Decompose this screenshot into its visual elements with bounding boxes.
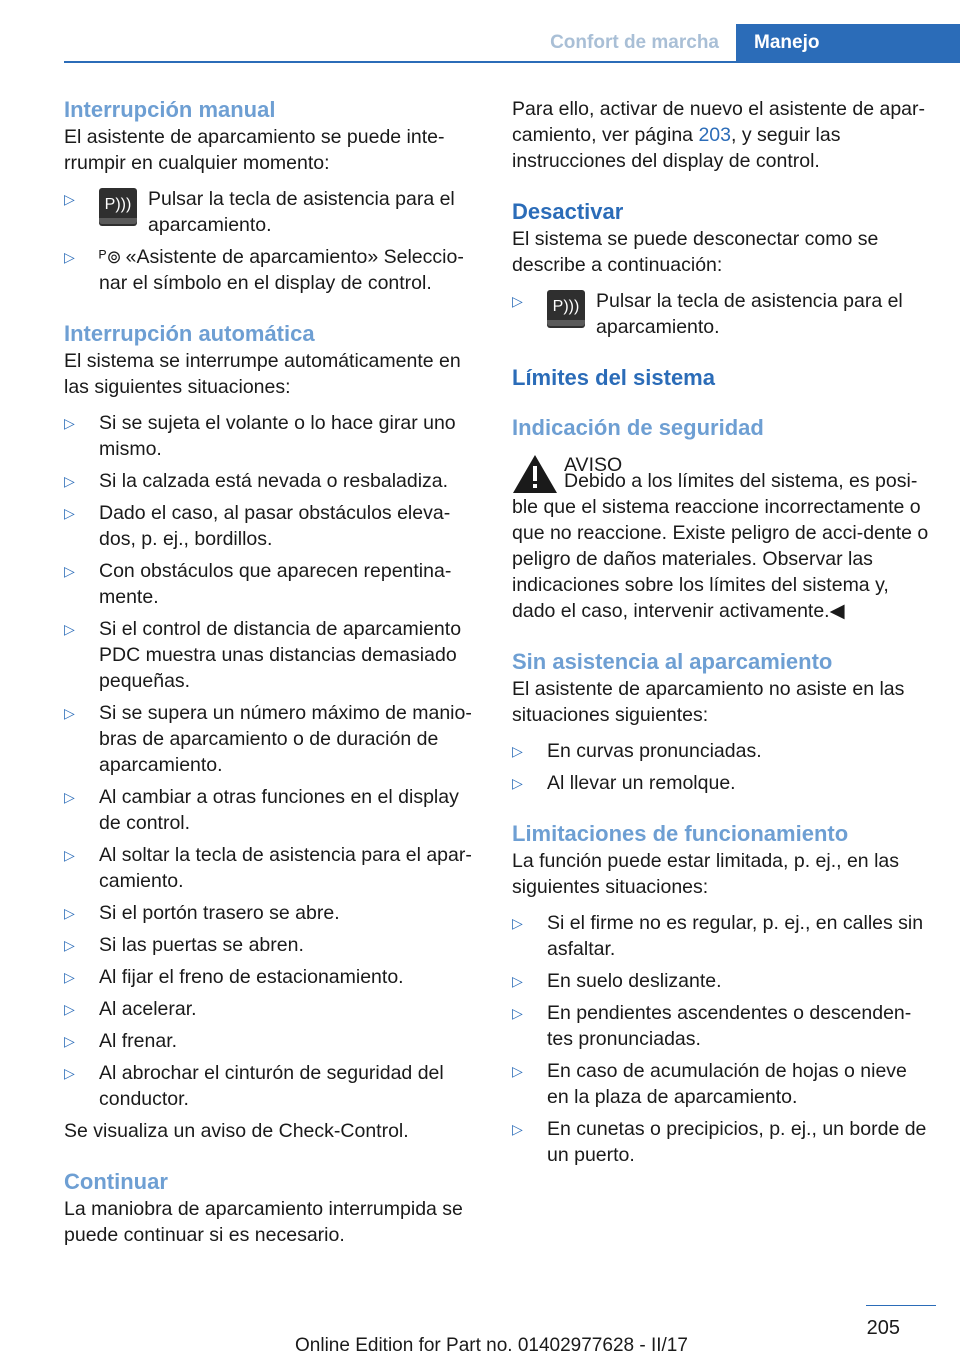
list-item-text: «Asistente de aparcamiento» Seleccio‐nar el símbolo en el display de control. <box>99 246 464 294</box>
triangle-bullet-icon: ▷ <box>64 191 75 207</box>
function-limits-list <box>512 910 932 1168</box>
triangle-bullet-icon: ▷ <box>512 973 523 989</box>
list-item-text: En cunetas o precipicios, p. ej., un borde de un puerto. <box>547 1118 927 1166</box>
parking-assist-key-icon: P))) <box>547 290 585 328</box>
paragraph: El sistema se interrumpe automáticamente en las siguientes situaciones: <box>64 350 461 398</box>
list-item-text: En suelo deslizante. <box>547 970 722 992</box>
list-item <box>64 1028 479 1054</box>
list-item <box>512 288 932 340</box>
warning-title: AVISO <box>564 454 623 476</box>
list-item-text: Si las puertas se abren. <box>99 934 304 956</box>
list-item <box>64 784 479 836</box>
list-item-text: Al acelerar. <box>99 998 197 1020</box>
tab-chapter[interactable]: Manejo <box>736 24 960 62</box>
triangle-bullet-icon: ▷ <box>64 905 75 921</box>
list-item-text: Con obstáculos que aparecen repentina‐mente. <box>99 560 452 608</box>
triangle-bullet-icon: ▷ <box>512 293 523 309</box>
paragraph: El asistente de aparcamiento no asiste en las situaciones siguientes: <box>512 678 905 726</box>
list-item <box>64 964 479 990</box>
heading-continue: Continuar <box>64 1169 168 1194</box>
list-item <box>64 500 479 552</box>
list-item-text: Al frenar. <box>99 1030 178 1052</box>
triangle-bullet-icon: ▷ <box>512 1005 523 1021</box>
triangle-bullet-icon: ▷ <box>64 789 75 805</box>
list-item-text: Si la calzada está nevada o resbaladiza. <box>99 470 449 492</box>
list-item-text: Al soltar la tecla de asistencia para el apar‐camiento. <box>99 844 472 892</box>
footer-edition: Online Edition for Part no. 01402977628 - II/17 <box>295 1335 688 1356</box>
triangle-bullet-icon: ▷ <box>64 1065 75 1081</box>
list-item <box>512 1000 932 1052</box>
list-item-text: Si se supera un número máximo de manio‐bras de aparcamiento o de duración de aparcamiento. <box>99 702 472 776</box>
list-item <box>64 616 479 694</box>
heading-function-limits: Limitaciones de funcionamiento <box>512 821 849 846</box>
warning-text <box>512 468 932 624</box>
list-item-text: En caso de acumulación de hojas o nieve en la plaza de aparcamiento. <box>547 1060 907 1108</box>
paragraph <box>512 96 932 174</box>
list-item <box>64 842 479 894</box>
manual-list <box>64 186 479 296</box>
heading-manual-interruption: Interrupción manual <box>64 97 276 122</box>
paragraph: La función puede estar limitada, p. ej., en las siguientes situaciones: <box>512 850 899 898</box>
parking-assist-key-icon: P))) <box>99 188 137 226</box>
list-item <box>64 558 479 610</box>
triangle-bullet-icon: ▷ <box>64 847 75 863</box>
paragraph: La maniobra de aparcamiento interrumpida se puede continuar si es necesario. <box>64 1198 463 1246</box>
list-item-text: Al abrochar el cinturón de seguridad del conductor. <box>99 1062 444 1110</box>
triangle-bullet-icon: ▷ <box>512 775 523 791</box>
heading-auto-interruption: Interrupción automática <box>64 321 315 346</box>
list-item <box>64 932 479 958</box>
heading-deactivate: Desactivar <box>512 199 624 224</box>
warning-body: Debido a los límites del sistema, es posi‐ble que el sistema reaccione incorrectamente o que no reaccione. Existe peligro de acci‐dente o peligro de daños materiales. Observar las indicaciones sobre los límites del sistema y, dado el caso, intervenir activamente.◀ <box>512 470 929 622</box>
list-item <box>64 1060 479 1112</box>
list-item <box>512 738 932 764</box>
paragraph: El asistente de aparcamiento se puede inte‐rrumpir en cualquier momento: <box>64 126 445 174</box>
list-item <box>64 900 479 926</box>
right-column <box>512 96 932 1168</box>
list-item <box>64 996 479 1022</box>
list-item <box>512 910 932 962</box>
triangle-bullet-icon: ▷ <box>64 621 75 637</box>
triangle-bullet-icon: ▷ <box>512 1063 523 1079</box>
deactivate-list <box>512 288 932 340</box>
triangle-bullet-icon: ▷ <box>64 937 75 953</box>
triangle-bullet-icon: ▷ <box>64 969 75 985</box>
triangle-bullet-icon: ▷ <box>64 505 75 521</box>
page-number: 205 <box>866 1317 900 1339</box>
list-item-text: Si el firme no es regular, p. ej., en calles sin asfaltar. <box>547 912 924 960</box>
list-item-text: Al cambiar a otras funciones en el display de control. <box>99 786 459 834</box>
list-item-text: Al fijar el freno de estacionamiento. <box>99 966 404 988</box>
list-item-text: Pulsar la tecla de asistencia para el aparcamiento. <box>148 188 455 236</box>
tab-section[interactable]: Confort de marcha <box>550 32 719 53</box>
page-link[interactable]: 203 <box>698 124 731 146</box>
list-item-text: Si el control de distancia de aparcamiento PDC muestra unas distancias demasiado pequeñas. <box>99 618 462 692</box>
triangle-bullet-icon: ▷ <box>64 705 75 721</box>
no-assist-list <box>512 738 932 796</box>
list-item <box>64 700 479 778</box>
heading-no-assist: Sin asistencia al aparcamiento <box>512 649 833 674</box>
triangle-bullet-icon: ▷ <box>64 473 75 489</box>
list-item-text: Si el portón trasero se abre. <box>99 902 340 924</box>
list-item <box>512 1116 932 1168</box>
triangle-bullet-icon: ▷ <box>64 249 75 265</box>
header-tabs <box>536 24 960 62</box>
list-item-text: Dado el caso, al pasar obstáculos eleva‐dos, p. ej., bordillos. <box>99 502 451 550</box>
text-run: Para ello, activar de nuevo el asistente de apar‐camiento, ver página <box>512 98 925 146</box>
triangle-bullet-icon: ▷ <box>512 1121 523 1137</box>
list-item <box>512 770 932 796</box>
triangle-bullet-icon: ▷ <box>512 743 523 759</box>
list-item <box>64 410 479 462</box>
list-item <box>64 186 479 238</box>
list-item-text: En pendientes ascendentes o descenden‐tes pronunciadas. <box>547 1002 912 1050</box>
list-item <box>512 968 932 994</box>
auto-interruption-list <box>64 410 479 1112</box>
list-item <box>64 468 479 494</box>
triangle-bullet-icon: ▷ <box>64 1001 75 1017</box>
triangle-bullet-icon: ▷ <box>64 415 75 431</box>
heading-system-limits: Límites del sistema <box>512 365 715 390</box>
triangle-bullet-icon: ▷ <box>64 563 75 579</box>
text-run: , y seguir las instrucciones del display de control. <box>512 124 841 172</box>
list-item-text: En curvas pronunciadas. <box>547 740 762 762</box>
list-item-text: Al llevar un remolque. <box>547 772 736 794</box>
parking-assist-symbol-icon: ᴾ⊚ <box>99 247 122 267</box>
footer-rule <box>866 1305 936 1306</box>
header-rule <box>64 61 960 63</box>
triangle-bullet-icon: ▷ <box>64 1033 75 1049</box>
paragraph: El sistema se puede desconectar como se describe a continuación: <box>512 228 879 276</box>
triangle-bullet-icon: ▷ <box>512 915 523 931</box>
list-item-text: Pulsar la tecla de asistencia para el aparcamiento. <box>596 290 903 338</box>
heading-safety-note: Indicación de seguridad <box>512 415 764 440</box>
left-column <box>64 96 479 1248</box>
list-item <box>64 244 479 296</box>
list-item-text: Si se sujeta el volante o lo hace girar uno mismo. <box>99 412 456 460</box>
paragraph: Se visualiza un aviso de Check-Control. <box>64 1120 409 1142</box>
list-item <box>512 1058 932 1110</box>
